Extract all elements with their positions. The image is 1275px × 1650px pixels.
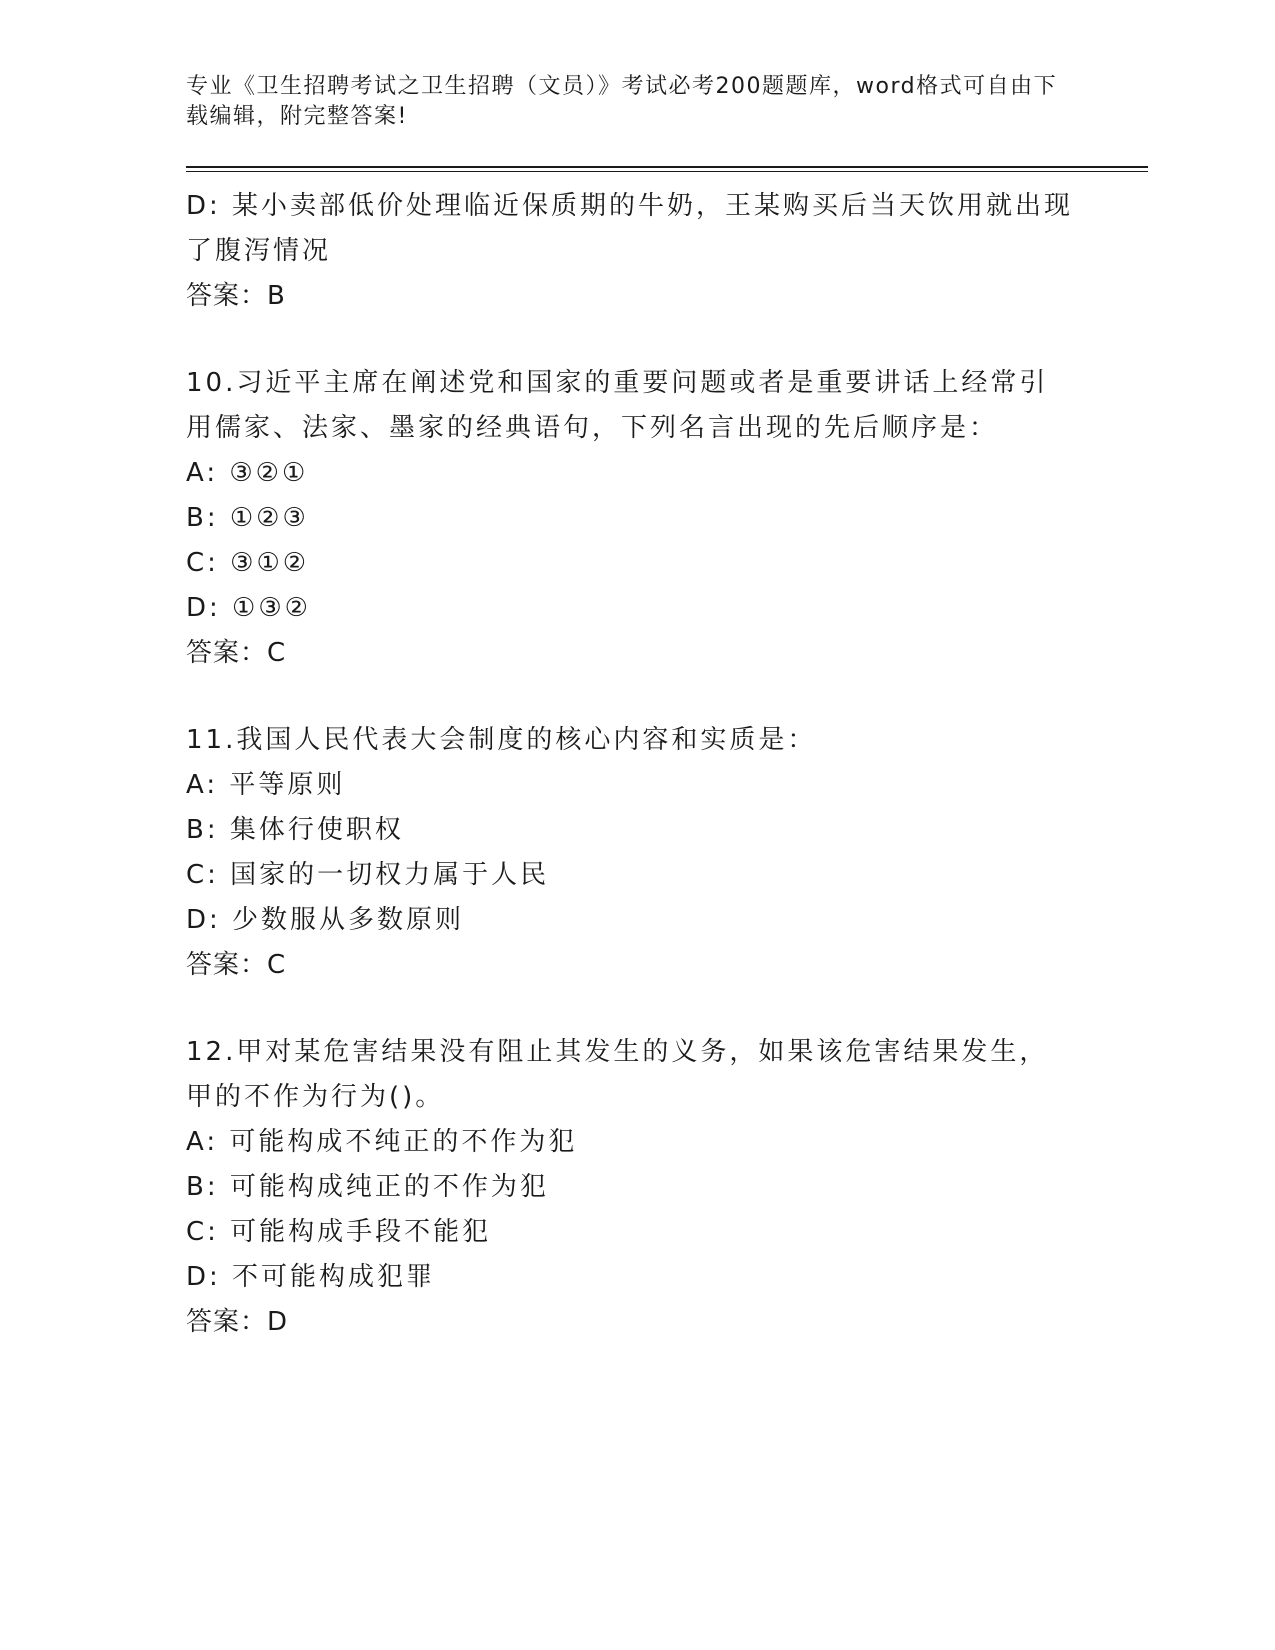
answer: 答案：B — [186, 281, 286, 311]
document-body — [186, 184, 1076, 1345]
option-a: A: 平等原则 — [186, 770, 346, 800]
document-page — [186, 72, 1166, 1345]
question-stem: 11.我国人民代表大会制度的核心内容和实质是： — [186, 725, 817, 755]
question-12 — [186, 1030, 1076, 1345]
option-b: B: 集体行使职权 — [186, 815, 404, 845]
option-c: C: 可能构成手段不能犯 — [186, 1217, 492, 1247]
option-a: A: 可能构成不纯正的不作为犯 — [186, 1127, 578, 1157]
document-header: 专业《卫生招聘考试之卫生招聘（文员）》考试必考200题题库，word格式可自由下载编辑，附完整答案! — [186, 74, 1058, 129]
option-d: D: 某小卖部低价处理临近保质期的牛奶，王某购买后当天饮用就出现了腹泻情况 — [186, 191, 1074, 266]
answer: 答案：C — [186, 950, 287, 980]
option-a: A: ③②① — [186, 458, 309, 488]
option-c: C: 国家的一切权力属于人民 — [186, 860, 550, 890]
answer: 答案：D — [186, 1307, 289, 1337]
question-9-continuation — [186, 184, 1076, 319]
answer: 答案：C — [186, 638, 287, 668]
header-divider-thick — [186, 166, 1148, 168]
option-d: D: 少数服从多数原则 — [186, 905, 465, 935]
question-11 — [186, 718, 1076, 988]
question-stem: 12.甲对某危害结果没有阻止其发生的义务，如果该危害结果发生，甲的不作为行为()。 — [186, 1037, 1049, 1112]
header-divider-thin — [186, 171, 1148, 172]
option-b: B: 可能构成纯正的不作为犯 — [186, 1172, 549, 1202]
option-d: D: 不可能构成犯罪 — [186, 1262, 436, 1292]
option-c: C: ③①② — [186, 548, 310, 578]
question-stem: 10.习近平主席在阐述党和国家的重要问题或者是重要讲话上经常引用儒家、法家、墨家的经典语句，下列名言出现的先后顺序是： — [186, 368, 1049, 443]
option-d: D: ①③② — [186, 593, 311, 623]
option-b: B: ①②③ — [186, 503, 309, 533]
question-10 — [186, 361, 1076, 676]
